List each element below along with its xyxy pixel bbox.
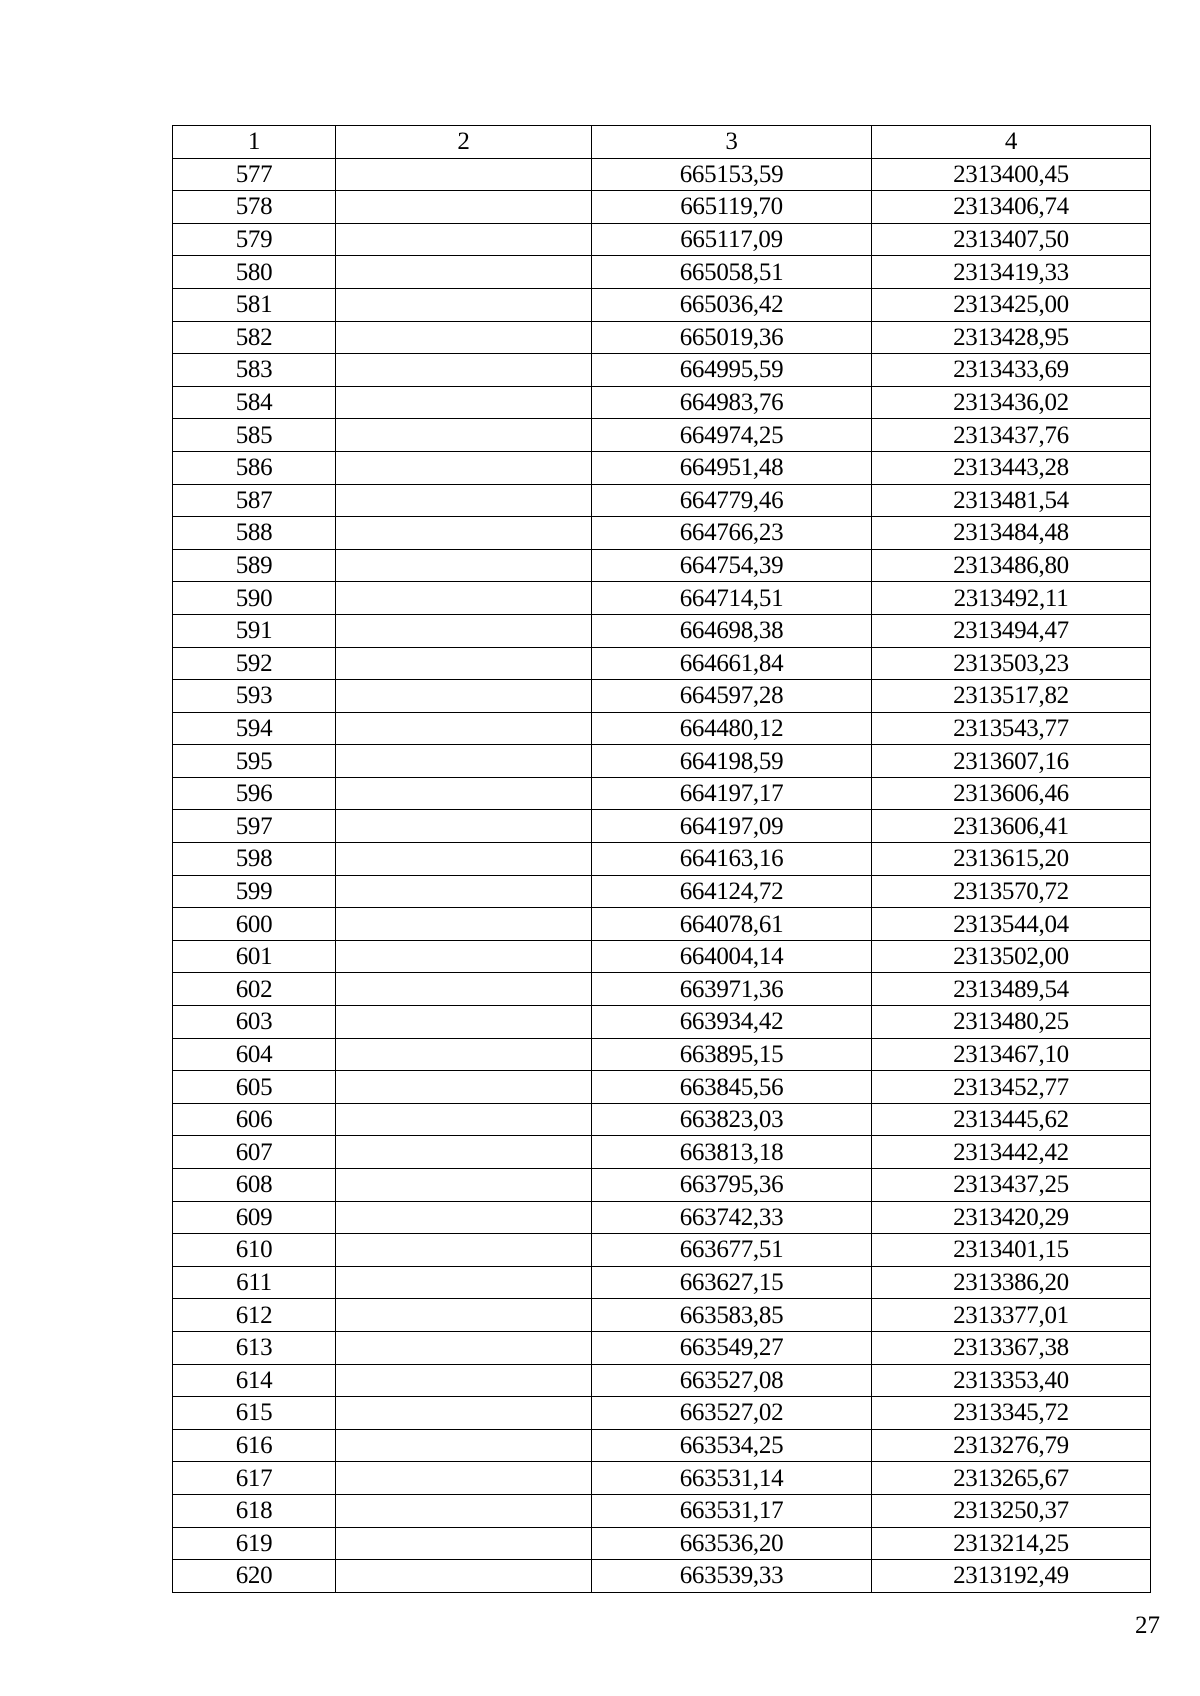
y-coordinate-cell: 2313265,67 bbox=[872, 1462, 1151, 1495]
description-cell bbox=[336, 321, 592, 354]
y-coordinate-cell: 2313401,15 bbox=[872, 1234, 1151, 1267]
x-coordinate-cell: 663677,51 bbox=[592, 1234, 872, 1267]
description-cell bbox=[336, 1397, 592, 1430]
x-coordinate-cell: 663539,33 bbox=[592, 1560, 872, 1593]
x-coordinate-cell: 665117,09 bbox=[592, 223, 872, 256]
x-coordinate-cell: 664163,16 bbox=[592, 843, 872, 876]
table-row bbox=[173, 451, 1151, 484]
y-coordinate-cell: 2313543,77 bbox=[872, 712, 1151, 745]
x-coordinate-cell: 663823,03 bbox=[592, 1103, 872, 1136]
table-row bbox=[173, 1429, 1151, 1462]
point-number-cell: 610 bbox=[173, 1234, 336, 1267]
table-row bbox=[173, 223, 1151, 256]
y-coordinate-cell: 2313484,48 bbox=[872, 517, 1151, 550]
y-coordinate-cell: 2313400,45 bbox=[872, 158, 1151, 191]
description-cell bbox=[336, 582, 592, 615]
table-row bbox=[173, 191, 1151, 224]
point-number-cell: 602 bbox=[173, 973, 336, 1006]
table-row bbox=[173, 973, 1151, 1006]
x-coordinate-cell: 664974,25 bbox=[592, 419, 872, 452]
header-cell-4: 4 bbox=[872, 126, 1151, 159]
y-coordinate-cell: 2313428,95 bbox=[872, 321, 1151, 354]
y-coordinate-cell: 2313419,33 bbox=[872, 256, 1151, 289]
point-number-cell: 613 bbox=[173, 1331, 336, 1364]
table-row bbox=[173, 1071, 1151, 1104]
y-coordinate-cell: 2313480,25 bbox=[872, 1006, 1151, 1039]
description-cell bbox=[336, 1169, 592, 1202]
table-row bbox=[173, 354, 1151, 387]
description-cell bbox=[336, 875, 592, 908]
point-number-cell: 605 bbox=[173, 1071, 336, 1104]
description-cell bbox=[336, 386, 592, 419]
description-cell bbox=[336, 256, 592, 289]
description-cell bbox=[336, 712, 592, 745]
table-row bbox=[173, 843, 1151, 876]
y-coordinate-cell: 2313445,62 bbox=[872, 1103, 1151, 1136]
x-coordinate-cell: 663536,20 bbox=[592, 1527, 872, 1560]
table-row bbox=[173, 680, 1151, 713]
point-number-cell: 578 bbox=[173, 191, 336, 224]
x-coordinate-cell: 664197,17 bbox=[592, 777, 872, 810]
x-coordinate-cell: 663742,33 bbox=[592, 1201, 872, 1234]
point-number-cell: 597 bbox=[173, 810, 336, 843]
x-coordinate-cell: 664004,14 bbox=[592, 940, 872, 973]
coordinates-table bbox=[172, 125, 1151, 1593]
table-row bbox=[173, 810, 1151, 843]
point-number-cell: 596 bbox=[173, 777, 336, 810]
y-coordinate-cell: 2313425,00 bbox=[872, 288, 1151, 321]
y-coordinate-cell: 2313503,23 bbox=[872, 647, 1151, 680]
point-number-cell: 608 bbox=[173, 1169, 336, 1202]
description-cell bbox=[336, 419, 592, 452]
y-coordinate-cell: 2313544,04 bbox=[872, 908, 1151, 941]
table-row bbox=[173, 777, 1151, 810]
description-cell bbox=[336, 1429, 592, 1462]
point-number-cell: 590 bbox=[173, 582, 336, 615]
table-row bbox=[173, 1527, 1151, 1560]
description-cell bbox=[336, 843, 592, 876]
description-cell bbox=[336, 973, 592, 1006]
x-coordinate-cell: 664661,84 bbox=[592, 647, 872, 680]
table-row bbox=[173, 940, 1151, 973]
description-cell bbox=[336, 191, 592, 224]
x-coordinate-cell: 663971,36 bbox=[592, 973, 872, 1006]
point-number-cell: 604 bbox=[173, 1038, 336, 1071]
y-coordinate-cell: 2313489,54 bbox=[872, 973, 1151, 1006]
description-cell bbox=[336, 1006, 592, 1039]
x-coordinate-cell: 664754,39 bbox=[592, 549, 872, 582]
x-coordinate-cell: 664480,12 bbox=[592, 712, 872, 745]
y-coordinate-cell: 2313452,77 bbox=[872, 1071, 1151, 1104]
point-number-cell: 579 bbox=[173, 223, 336, 256]
y-coordinate-cell: 2313377,01 bbox=[872, 1299, 1151, 1332]
point-number-cell: 601 bbox=[173, 940, 336, 973]
description-cell bbox=[336, 940, 592, 973]
y-coordinate-cell: 2313276,79 bbox=[872, 1429, 1151, 1462]
point-number-cell: 600 bbox=[173, 908, 336, 941]
point-number-cell: 614 bbox=[173, 1364, 336, 1397]
x-coordinate-cell: 665058,51 bbox=[592, 256, 872, 289]
table-row bbox=[173, 614, 1151, 647]
x-coordinate-cell: 664779,46 bbox=[592, 484, 872, 517]
description-cell bbox=[336, 614, 592, 647]
point-number-cell: 589 bbox=[173, 549, 336, 582]
x-coordinate-cell: 664124,72 bbox=[592, 875, 872, 908]
point-number-cell: 616 bbox=[173, 1429, 336, 1462]
description-cell bbox=[336, 1560, 592, 1593]
table-row bbox=[173, 712, 1151, 745]
table-row bbox=[173, 419, 1151, 452]
table-row bbox=[173, 1299, 1151, 1332]
table-row bbox=[173, 1103, 1151, 1136]
x-coordinate-cell: 663627,15 bbox=[592, 1266, 872, 1299]
y-coordinate-cell: 2313433,69 bbox=[872, 354, 1151, 387]
point-number-cell: 591 bbox=[173, 614, 336, 647]
description-cell bbox=[336, 549, 592, 582]
description-cell bbox=[336, 1071, 592, 1104]
x-coordinate-cell: 664197,09 bbox=[592, 810, 872, 843]
x-coordinate-cell: 663813,18 bbox=[592, 1136, 872, 1169]
table-row bbox=[173, 321, 1151, 354]
description-cell bbox=[336, 158, 592, 191]
description-cell bbox=[336, 647, 592, 680]
x-coordinate-cell: 663531,14 bbox=[592, 1462, 872, 1495]
description-cell bbox=[336, 1201, 592, 1234]
y-coordinate-cell: 2313486,80 bbox=[872, 549, 1151, 582]
table-row bbox=[173, 1006, 1151, 1039]
description-cell bbox=[336, 1527, 592, 1560]
description-cell bbox=[336, 745, 592, 778]
point-number-cell: 609 bbox=[173, 1201, 336, 1234]
table-row bbox=[173, 582, 1151, 615]
table-row bbox=[173, 908, 1151, 941]
point-number-cell: 611 bbox=[173, 1266, 336, 1299]
description-cell bbox=[336, 288, 592, 321]
x-coordinate-cell: 663795,36 bbox=[592, 1169, 872, 1202]
x-coordinate-cell: 664766,23 bbox=[592, 517, 872, 550]
x-coordinate-cell: 663583,85 bbox=[592, 1299, 872, 1332]
point-number-cell: 588 bbox=[173, 517, 336, 550]
table-row bbox=[173, 875, 1151, 908]
y-coordinate-cell: 2313345,72 bbox=[872, 1397, 1151, 1430]
table-row bbox=[173, 288, 1151, 321]
point-number-cell: 586 bbox=[173, 451, 336, 484]
y-coordinate-cell: 2313502,00 bbox=[872, 940, 1151, 973]
description-cell bbox=[336, 451, 592, 484]
description-cell bbox=[336, 1266, 592, 1299]
x-coordinate-cell: 663534,25 bbox=[592, 1429, 872, 1462]
x-coordinate-cell: 664995,59 bbox=[592, 354, 872, 387]
x-coordinate-cell: 664714,51 bbox=[592, 582, 872, 615]
y-coordinate-cell: 2313436,02 bbox=[872, 386, 1151, 419]
point-number-cell: 577 bbox=[173, 158, 336, 191]
table-header bbox=[173, 126, 1151, 159]
y-coordinate-cell: 2313420,29 bbox=[872, 1201, 1151, 1234]
y-coordinate-cell: 2313606,41 bbox=[872, 810, 1151, 843]
page-number: 27 bbox=[1135, 1612, 1160, 1639]
y-coordinate-cell: 2313607,16 bbox=[872, 745, 1151, 778]
table-row bbox=[173, 1136, 1151, 1169]
description-cell bbox=[336, 1494, 592, 1527]
description-cell bbox=[336, 1038, 592, 1071]
point-number-cell: 592 bbox=[173, 647, 336, 680]
point-number-cell: 593 bbox=[173, 680, 336, 713]
header-cell-3: 3 bbox=[592, 126, 872, 159]
header-row bbox=[173, 126, 1151, 159]
y-coordinate-cell: 2313606,46 bbox=[872, 777, 1151, 810]
x-coordinate-cell: 664983,76 bbox=[592, 386, 872, 419]
table-row bbox=[173, 517, 1151, 550]
y-coordinate-cell: 2313517,82 bbox=[872, 680, 1151, 713]
x-coordinate-cell: 664951,48 bbox=[592, 451, 872, 484]
header-cell-1: 1 bbox=[173, 126, 336, 159]
description-cell bbox=[336, 908, 592, 941]
table-row bbox=[173, 745, 1151, 778]
y-coordinate-cell: 2313570,72 bbox=[872, 875, 1151, 908]
point-number-cell: 580 bbox=[173, 256, 336, 289]
y-coordinate-cell: 2313437,25 bbox=[872, 1169, 1151, 1202]
x-coordinate-cell: 665153,59 bbox=[592, 158, 872, 191]
y-coordinate-cell: 2313443,28 bbox=[872, 451, 1151, 484]
x-coordinate-cell: 663531,17 bbox=[592, 1494, 872, 1527]
table-row bbox=[173, 1462, 1151, 1495]
table-row bbox=[173, 1397, 1151, 1430]
x-coordinate-cell: 665019,36 bbox=[592, 321, 872, 354]
table-row bbox=[173, 256, 1151, 289]
point-number-cell: 606 bbox=[173, 1103, 336, 1136]
x-coordinate-cell: 665119,70 bbox=[592, 191, 872, 224]
y-coordinate-cell: 2313442,42 bbox=[872, 1136, 1151, 1169]
description-cell bbox=[336, 1364, 592, 1397]
table-row bbox=[173, 1266, 1151, 1299]
table-row bbox=[173, 1494, 1151, 1527]
y-coordinate-cell: 2313492,11 bbox=[872, 582, 1151, 615]
description-cell bbox=[336, 680, 592, 713]
description-cell bbox=[336, 354, 592, 387]
table-row bbox=[173, 549, 1151, 582]
x-coordinate-cell: 663934,42 bbox=[592, 1006, 872, 1039]
point-number-cell: 603 bbox=[173, 1006, 336, 1039]
table-row bbox=[173, 386, 1151, 419]
table-row bbox=[173, 1234, 1151, 1267]
point-number-cell: 619 bbox=[173, 1527, 336, 1560]
description-cell bbox=[336, 1234, 592, 1267]
table-row bbox=[173, 1364, 1151, 1397]
point-number-cell: 584 bbox=[173, 386, 336, 419]
y-coordinate-cell: 2313353,40 bbox=[872, 1364, 1151, 1397]
point-number-cell: 607 bbox=[173, 1136, 336, 1169]
table-row bbox=[173, 1038, 1151, 1071]
table-row bbox=[173, 1169, 1151, 1202]
y-coordinate-cell: 2313615,20 bbox=[872, 843, 1151, 876]
point-number-cell: 615 bbox=[173, 1397, 336, 1430]
table-row bbox=[173, 484, 1151, 517]
y-coordinate-cell: 2313367,38 bbox=[872, 1331, 1151, 1364]
point-number-cell: 598 bbox=[173, 843, 336, 876]
description-cell bbox=[336, 777, 592, 810]
point-number-cell: 581 bbox=[173, 288, 336, 321]
y-coordinate-cell: 2313467,10 bbox=[872, 1038, 1151, 1071]
point-number-cell: 583 bbox=[173, 354, 336, 387]
point-number-cell: 582 bbox=[173, 321, 336, 354]
x-coordinate-cell: 664597,28 bbox=[592, 680, 872, 713]
point-number-cell: 595 bbox=[173, 745, 336, 778]
x-coordinate-cell: 663527,02 bbox=[592, 1397, 872, 1430]
description-cell bbox=[336, 484, 592, 517]
point-number-cell: 594 bbox=[173, 712, 336, 745]
point-number-cell: 618 bbox=[173, 1494, 336, 1527]
y-coordinate-cell: 2313437,76 bbox=[872, 419, 1151, 452]
description-cell bbox=[336, 1103, 592, 1136]
point-number-cell: 617 bbox=[173, 1462, 336, 1495]
table-row bbox=[173, 1560, 1151, 1593]
description-cell bbox=[336, 1462, 592, 1495]
header-cell-2: 2 bbox=[336, 126, 592, 159]
x-coordinate-cell: 665036,42 bbox=[592, 288, 872, 321]
description-cell bbox=[336, 1299, 592, 1332]
table-row bbox=[173, 1331, 1151, 1364]
description-cell bbox=[336, 1331, 592, 1364]
y-coordinate-cell: 2313481,54 bbox=[872, 484, 1151, 517]
table-row bbox=[173, 647, 1151, 680]
point-number-cell: 585 bbox=[173, 419, 336, 452]
x-coordinate-cell: 664198,59 bbox=[592, 745, 872, 778]
point-number-cell: 587 bbox=[173, 484, 336, 517]
description-cell bbox=[336, 517, 592, 550]
x-coordinate-cell: 663527,08 bbox=[592, 1364, 872, 1397]
y-coordinate-cell: 2313406,74 bbox=[872, 191, 1151, 224]
y-coordinate-cell: 2313192,49 bbox=[872, 1560, 1151, 1593]
y-coordinate-cell: 2313214,25 bbox=[872, 1527, 1151, 1560]
table-row bbox=[173, 1201, 1151, 1234]
x-coordinate-cell: 664698,38 bbox=[592, 614, 872, 647]
point-number-cell: 612 bbox=[173, 1299, 336, 1332]
x-coordinate-cell: 663845,56 bbox=[592, 1071, 872, 1104]
point-number-cell: 620 bbox=[173, 1560, 336, 1593]
x-coordinate-cell: 664078,61 bbox=[592, 908, 872, 941]
y-coordinate-cell: 2313407,50 bbox=[872, 223, 1151, 256]
x-coordinate-cell: 663549,27 bbox=[592, 1331, 872, 1364]
point-number-cell: 599 bbox=[173, 875, 336, 908]
y-coordinate-cell: 2313494,47 bbox=[872, 614, 1151, 647]
table-row bbox=[173, 158, 1151, 191]
y-coordinate-cell: 2313250,37 bbox=[872, 1494, 1151, 1527]
description-cell bbox=[336, 810, 592, 843]
x-coordinate-cell: 663895,15 bbox=[592, 1038, 872, 1071]
y-coordinate-cell: 2313386,20 bbox=[872, 1266, 1151, 1299]
description-cell bbox=[336, 1136, 592, 1169]
description-cell bbox=[336, 223, 592, 256]
table-body bbox=[173, 158, 1151, 1592]
